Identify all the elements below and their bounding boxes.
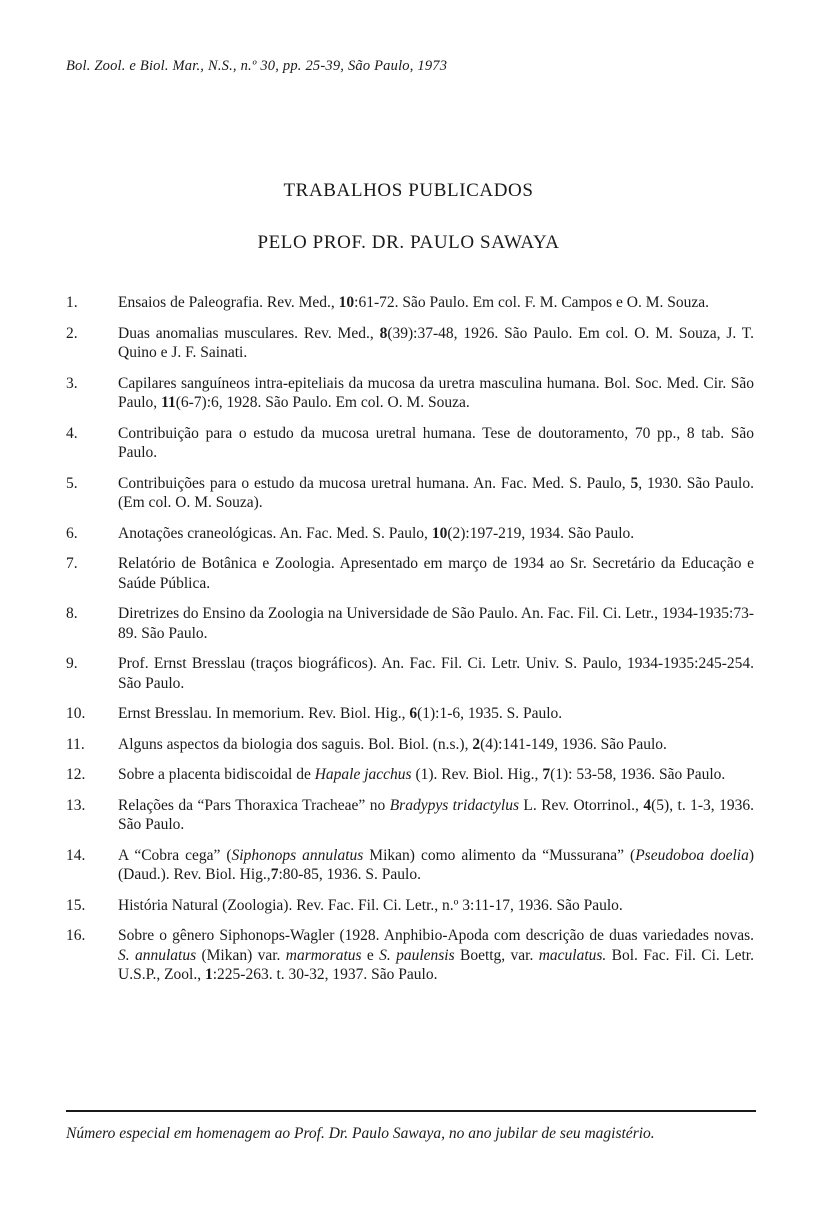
text-segment: Contribuições para o estudo da mucosa uretral humana. An. Fac. Med. S. Paulo, [118,474,631,492]
publication-entry [66,765,754,785]
publication-entry [66,796,754,835]
entry-number: 8. [66,605,78,622]
text-segment: (1): 53-58, 1936. São Paulo. [550,766,726,783]
species-name: S. annulatus [118,946,197,964]
species-name: maculatus. [538,946,607,964]
publication-list [66,293,754,996]
entry-number: 15. [66,896,86,914]
entry-number: 6. [66,524,78,542]
volume-number: 10 [431,524,448,542]
entry-number: 13. [66,796,86,814]
text-segment: Alguns aspectos da biologia dos saguis. Bol. Biol. (n.s.), [118,735,473,753]
journal-citation-header: Bol. Zool. e Biol. Mar., N.S., n.º 30, pp. 25-39, São Paulo, 1973 [66,58,448,74]
text-segment: Duas anomalias musculares. Rev. Med., [118,324,380,342]
publication-entry [66,374,754,413]
entry-text [118,735,754,755]
text-segment: :61-72. São Paulo. Em col. F. M. Campos e O. M. Souza. [354,294,709,311]
text-segment: Mikan) como alimento da “Mussurana” ( [363,846,636,864]
text-segment: A “Cobra cega” ( [118,846,232,864]
text-segment: (Mikan) var. [196,946,286,964]
text-segment: Sobre a placenta bidiscoidal de [118,766,315,783]
entry-text [118,554,754,593]
entry-number: 7. [66,555,78,572]
entry-text [118,896,754,916]
publication-entry [66,474,754,513]
entry-text [118,796,754,835]
text-segment: Prof. Ernst Bresslau (traços biográficos). An. Fac. Fil. Ci. Letr. Univ. S. Paulo, 1934-1935:245-254. São Paulo. [118,655,754,692]
species-name: Hapale jacchus [314,766,412,783]
text-segment: Diretrizes do Ensino da Zoologia na Universidade de São Paulo. An. Fac. Fil. Ci. Letr., 1934-1935:73-89. São Paulo. [118,605,754,642]
page-subtitle: PELO PROF. DR. PAULO SAWAYA [257,232,560,253]
text-segment: (6-7):6, 1928. São Paulo. Em col. O. M. Souza. [175,394,470,411]
entry-number: 1. [66,294,78,311]
entry-text [118,654,754,693]
volume-number: 4 [643,796,652,814]
species-name: Bradypys tridactylus [389,796,519,814]
text-segment: Relatório de Botânica e Zoologia. Apresentado em março de 1934 ao Sr. Secretário da Educação e Saúde Pública. [118,555,754,592]
volume-number: 5 [630,474,639,492]
page-title: TRABALHOS PUBLICADOS [283,180,534,201]
species-name: Siphonops annulatus [231,846,364,864]
volume-number: 7 [542,766,551,783]
volume-number: 2 [472,735,481,753]
text-segment: Capilares sanguíneos intra-epiteliais da mucosa da uretra masculina humana. Bol. Soc. Med. Cir. São Paulo, [118,374,754,411]
text-segment: (1):1-6, 1935. S. Paulo. [417,705,563,722]
text-segment: :80-85, 1936. S. Paulo. [278,866,421,883]
text-segment: Ensaios de Paleografia. Rev. Med., [118,294,339,311]
entry-text [118,374,754,413]
entry-number: 10. [66,705,86,722]
entry-text [118,704,754,724]
entry-text [118,524,754,544]
publication-entry [66,524,754,544]
volume-number: 6 [409,705,418,722]
entry-text [118,424,754,463]
publication-entry [66,926,754,985]
species-name: S. paulensis [379,946,455,964]
text-segment: Relações da “Pars Thoraxica Tracheae” no [118,796,390,814]
text-segment: , 1930. São Paulo. (Em col. O. M. Souza). [118,474,754,511]
volume-number: 11 [161,394,176,411]
publication-entry [66,896,754,916]
volume-number: 7 [270,866,279,883]
text-segment: Ernst Bresslau. In memorium. Rev. Biol. Hig., [118,705,410,722]
text-segment: (4):141-149, 1936. São Paulo. [480,735,667,753]
publication-entry [66,554,754,593]
text-segment: L. Rev. Otorrinol., [518,796,644,814]
text-segment: Sobre o gênero Siphonops-Wagler (1928. Anphibio-Apoda com descrição de duas variedades novas. [118,927,754,944]
entry-number: 3. [66,374,78,392]
species-name: marmoratus [285,946,362,964]
text-segment: ) (Daud.). Rev. Biol. Hig., [118,846,755,883]
text-segment: (2):197-219, 1934. São Paulo. [447,524,635,542]
entry-number: 5. [66,474,78,492]
footnote-divider [66,1110,756,1112]
text-segment: Contribuição para o estudo da mucosa uretral humana. Tese de doutoramento, 70 pp., 8 tab. São Paulo. [118,424,754,461]
entry-text [118,293,754,313]
publication-entry [66,846,754,885]
text-segment: Boettg, var. [454,946,539,964]
entry-text [118,324,754,363]
entry-number: 4. [66,424,78,442]
publication-entry [66,604,754,643]
text-segment: (39):37-48, 1926. São Paulo. Em col. O. M. Souza, J. T. Quino e J. F. Sainati. [118,324,754,361]
entry-number: 9. [66,655,78,672]
entry-number: 14. [66,846,86,864]
volume-number: 10 [338,294,355,311]
entry-text [118,846,754,885]
entry-text [118,926,754,985]
publication-entry [66,704,754,724]
text-segment: Bol. Fac. Fil. Ci. Letr. U.S.P., Zool., [118,946,754,983]
entry-text [118,765,754,785]
text-segment: (1). Rev. Biol. Hig., [411,766,543,783]
text-segment: :225-263. t. 30-32, 1937. São Paulo. [212,966,438,983]
entry-text [118,474,754,513]
entry-number: 11. [66,735,85,753]
entry-number: 12. [66,766,86,783]
publication-entry [66,324,754,363]
species-name: Pseudoboa doelia [635,846,749,864]
entry-number: 2. [66,324,78,342]
publication-entry [66,424,754,463]
footnote: Número especial em homenagem ao Prof. Dr. Paulo Sawaya, no ano jubilar de seu magistério. [66,1125,655,1142]
volume-number: 1 [205,966,213,983]
text-segment: e [361,946,380,964]
publication-entry [66,735,754,755]
entry-number: 16. [66,927,86,944]
text-segment: Anotações craneológicas. An. Fac. Med. S. Paulo, [118,524,432,542]
text-segment: (5), t. 1-3, 1936. São Paulo. [118,796,754,833]
entry-text [118,604,754,643]
publication-entry [66,654,754,693]
publication-entry [66,293,754,313]
text-segment: História Natural (Zoologia). Rev. Fac. Fil. Ci. Letr., n.º 3:11-17, 1936. São Paulo. [118,896,623,914]
volume-number: 8 [379,324,388,342]
